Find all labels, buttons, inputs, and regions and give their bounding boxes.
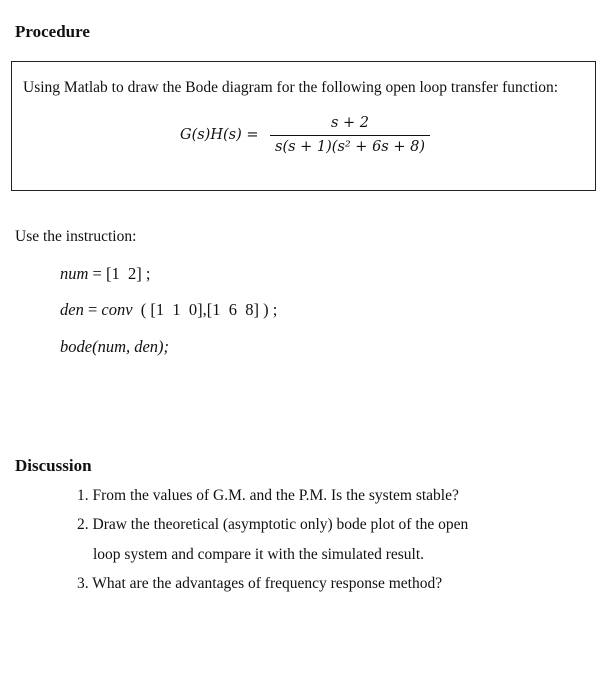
code-var-num: num	[60, 264, 89, 283]
code-line-den	[60, 300, 277, 320]
formula-denominator: s(s + 1)(s² + 6s + 8)	[275, 139, 425, 155]
formula-numerator: s + 2	[330, 115, 370, 131]
procedure-heading: Procedure	[15, 22, 90, 41]
procedure-box	[11, 61, 596, 191]
code-line-bode	[60, 337, 169, 357]
instruction-label: Use the instruction:	[15, 228, 137, 245]
code-equals: =	[83, 300, 102, 319]
code-den-value: ( [1 1 0],[1 6 8] ) ;	[132, 300, 278, 319]
fraction-bar	[270, 135, 430, 136]
discussion-question-1: 1. From the values of G.M. and the P.M. Is the system stable?	[77, 487, 459, 504]
procedure-instruction-text: Using Matlab to draw the Bode diagram for the following open loop transfer function:	[23, 79, 559, 96]
code-var-den: den	[60, 300, 84, 319]
formula-lhs: G(s)H(s) =	[180, 127, 259, 143]
discussion-question-3: 3. What are the advantages of frequency response method?	[77, 575, 443, 592]
discussion-question-2-continued: loop system and compare it with the simulated result.	[93, 546, 425, 563]
transfer-function-formula	[12, 114, 595, 164]
discussion-heading: Discussion	[15, 456, 92, 475]
code-line-num	[60, 264, 150, 284]
code-fn-conv: conv	[101, 300, 133, 319]
discussion-question-2: 2. Draw the theoretical (asymptotic only) bode plot of the open	[77, 516, 469, 533]
formula-fraction	[270, 114, 430, 156]
code-bode-call: bode(num, den);	[60, 337, 170, 356]
code-num-value: = [1 2] ;	[88, 264, 151, 283]
